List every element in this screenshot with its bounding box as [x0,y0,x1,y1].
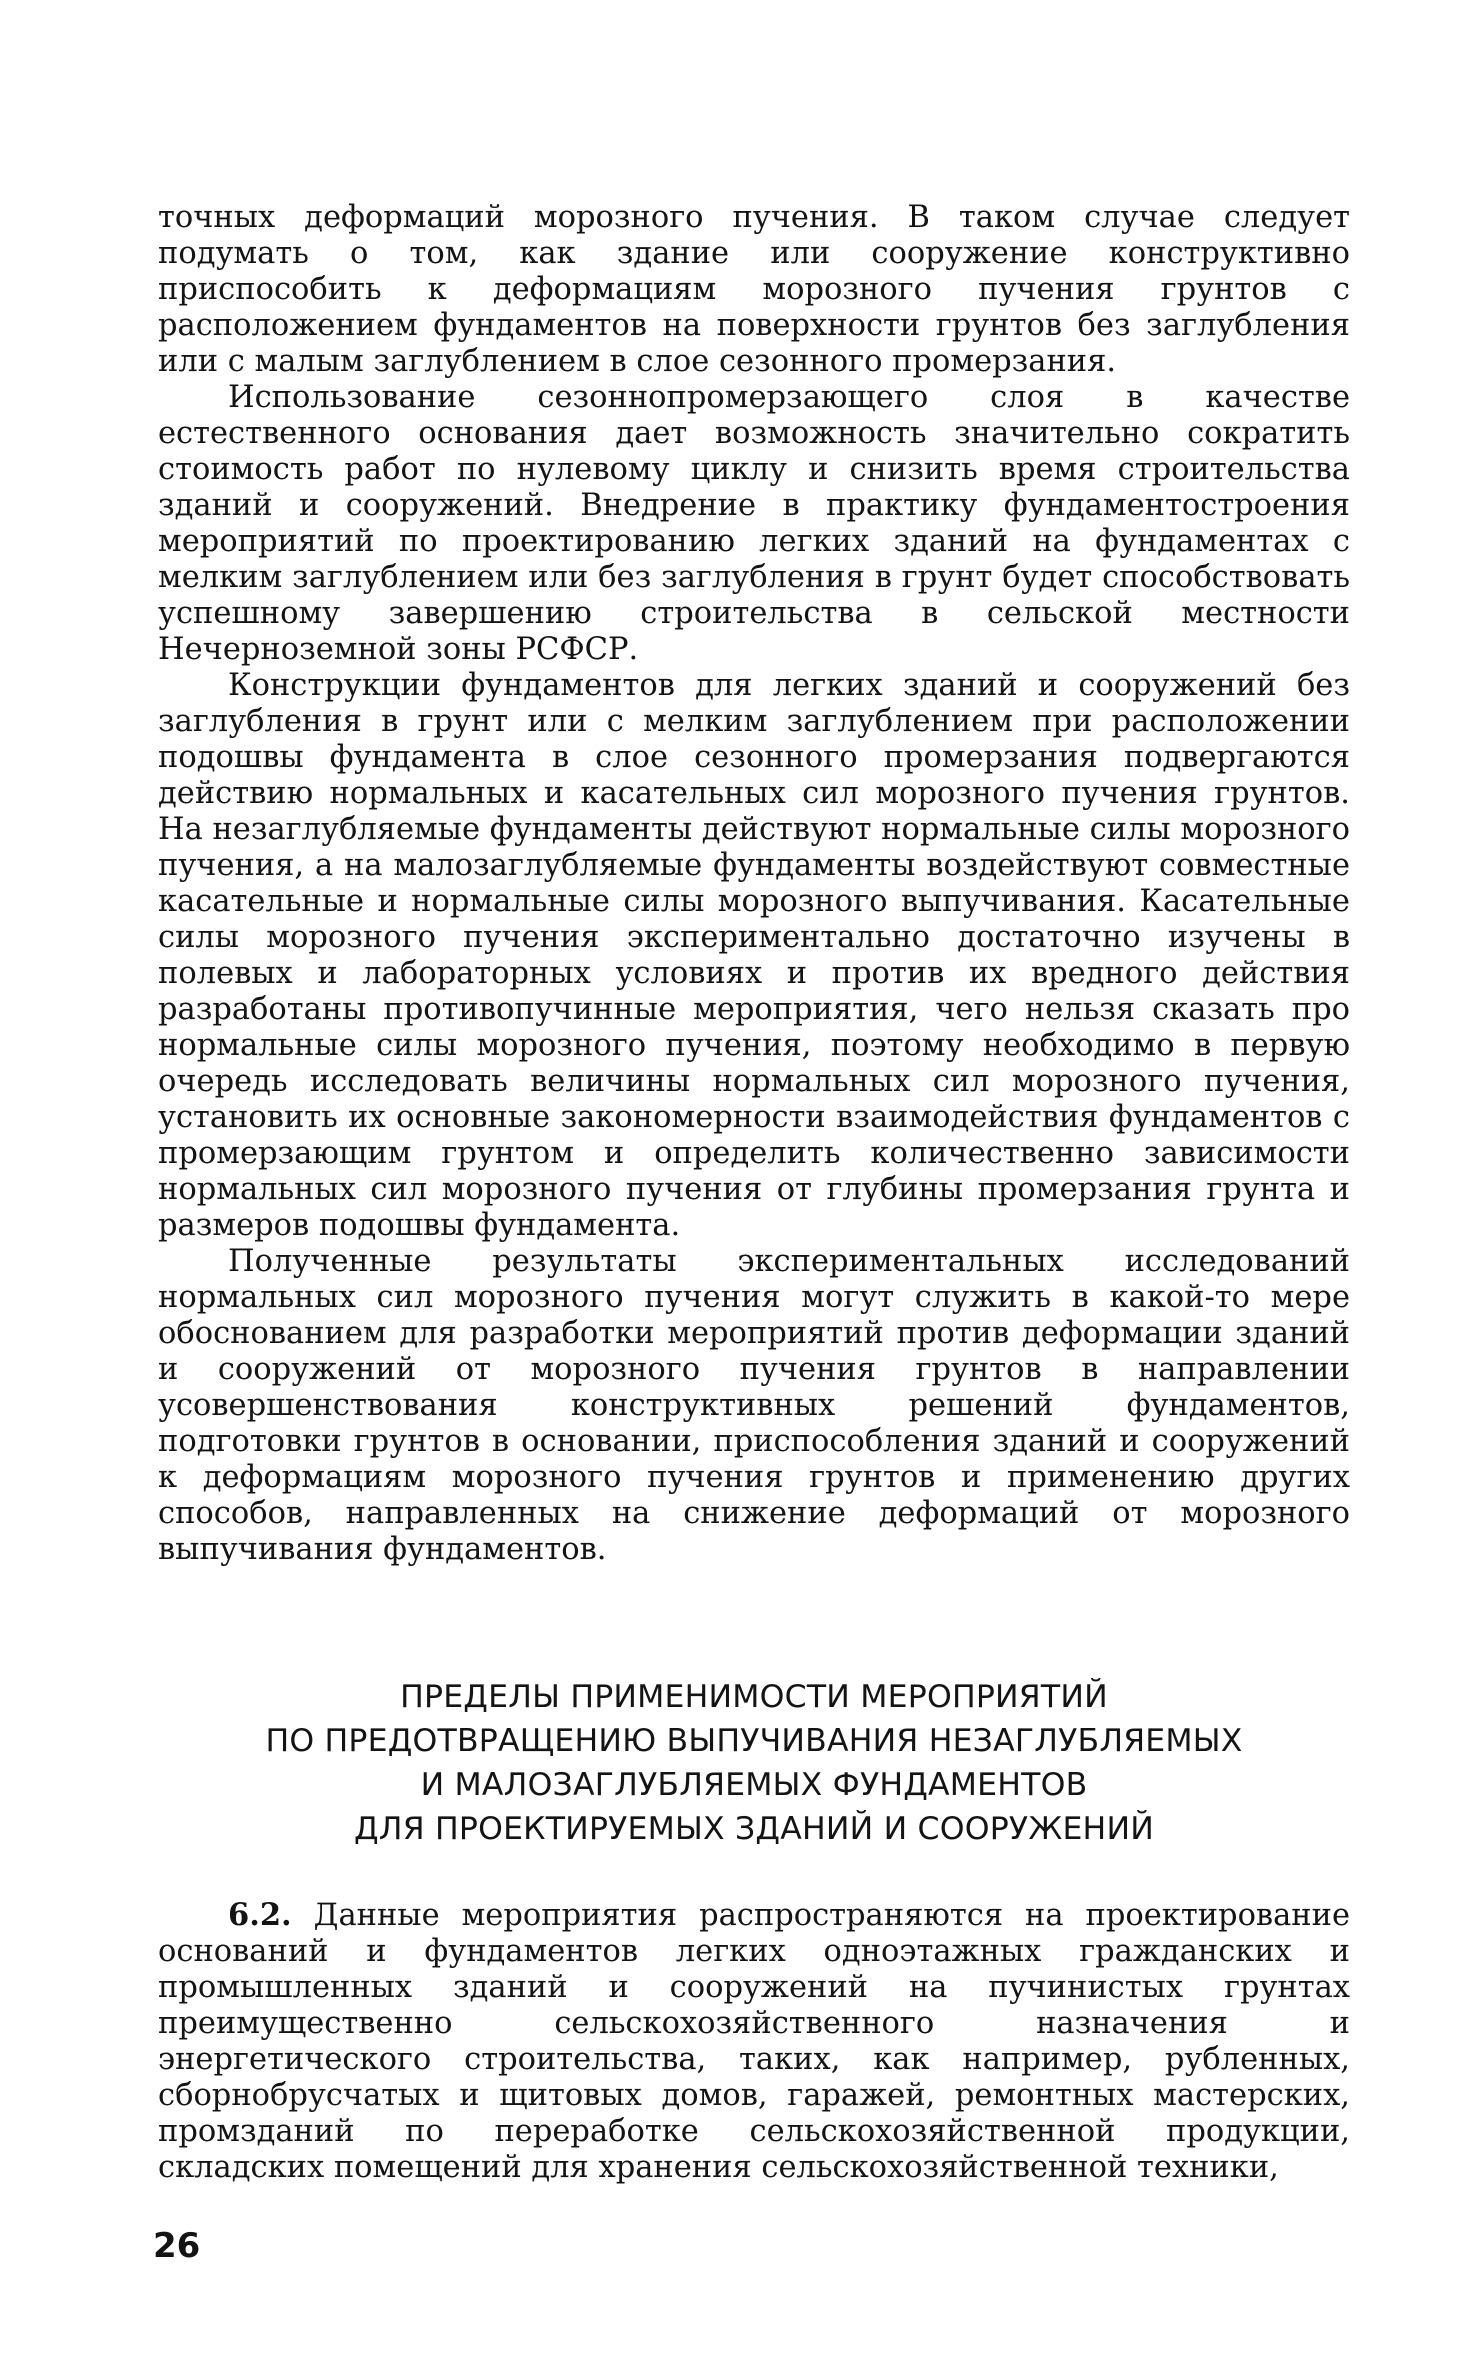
section-heading [158,1675,1350,1851]
heading-line-4: ДЛЯ ПРОЕКТИРУЕМЫХ ЗДАНИЙ И СООРУЖЕНИЙ [354,1811,1154,1847]
paragraph-1: точных деформаций морозного пучения. В таком случае следует подумать о том, как здание или сооружение конструктивно приспособить к деформациям морозного пучения грунтов с расположением фундаментов на поверхности грунтов без заглубления или с малым заглублением в слое сезонного промерзания. [158,200,1350,379]
heading-line-1: ПРЕДЕЛЫ ПРИМЕНИМОСТИ МЕРОПРИЯТИЙ [400,1679,1108,1715]
section-text [158,1897,1350,2186]
page-number: 26 [153,2226,201,2266]
heading-line-3: И МАЛОЗАГЛУБЛЯЕМЫХ ФУНДАМЕНТОВ [420,1767,1088,1803]
section-paragraph [158,1897,1350,2186]
body-text [158,200,1350,1568]
paragraph-4: Полученные результаты экспериментальных исследований нормальных сил морозного пучения могут служить в какой-то мере обоснованием для разработки мероприятий против деформации зданий и сооружений от морозного пучения грунтов в направлении усовершенствования конструктивных решений фундаментов, подготовки грунтов в основании, приспособления зданий и сооружений к деформациям морозного пучения грунтов и применению других способов, направленных на снижение деформаций от морозного выпучивания фундаментов. [158,1244,1350,1567]
paragraph-3: Конструкции фундаментов для легких зданий и сооружений без заглубления в грунт или с мелким заглублением при расположении подошвы фундамента в слое сезонного промерзания подвергаются действию нормальных и касательных сил морозного пучения грунтов. На незаглубляемые фундаменты действуют нормальные силы морозного пучения, а на малозаглубляемые фундаменты воздействуют совместные касательные и нормальные силы морозного выпучивания. Касательные силы морозного пучения экспериментально достаточно изучены в полевых и лабораторных условиях и против их вредного действия разработаны противопучинные мероприятия, чего нельзя сказать про нормальные силы морозного пучения, поэтому необходимо в первую очередь исследовать величины нормальных сил морозного пучения, установить их основные закономерности взаимодействия фундаментов с промерзающим грунтом и определить количественно зависимости нормальных сил морозного пучения от глубины промерзания грунта и размеров подошвы фундамента. [158,668,1351,1243]
section-body: Данные мероприятия распространяются на проектирование оснований и фундаментов легких одноэтажных гражданских и промышленных зданий и сооружений на пучинистых грунтах преимущественно сельскохозяйственного назначения и энергетического строительства, таких, как например, рубленных, сборнобрусчатых и щитовых домов, гаражей, ремонтных мастерских, промзданий по переработке сельскохозяйственной продукции, складских помещений для хранения сельскохозяйственной техники, [158,1898,1350,2185]
heading-line-2: ПО ПРЕДОТВРАЩЕНИЮ ВЫПУЧИВАНИЯ НЕЗАГЛУБЛЯЕМЫХ [265,1723,1243,1759]
section-number: 6.2. [228,1897,292,1933]
paragraph-2: Использование сезоннопромерзающего слоя в качестве естественного основания дает возможность значительно сократить стоимость работ по нулевому циклу и снизить время строительства зданий и сооружений. Внедрение в практику фундаментостроения мероприятий по проектированию легких зданий на фундаментах с мелким заглублением или без заглубления в грунт будет способствовать успешному завершению строительства в сельской местности Нечерноземной зоны РСФСР. [158,380,1350,667]
